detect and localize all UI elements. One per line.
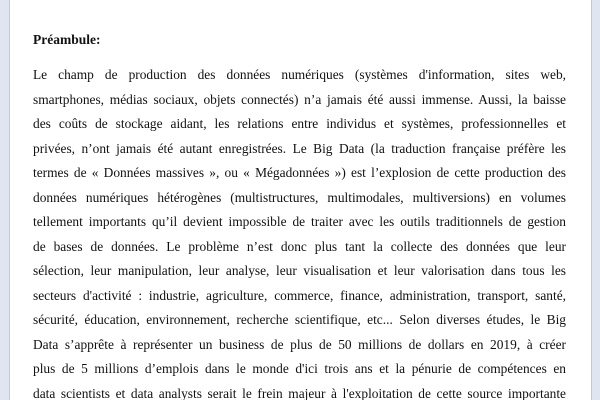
document-page — [9, 0, 592, 400]
paragraph-line: Le champ de production des données numériques (systèmes d'information, sites web, — [33, 67, 566, 82]
paragraph-line: data scientists et data analysts serait le frein majeur à l'exploitation de cette source importante — [33, 385, 566, 400]
paragraph-line: sélection, leur manipulation, leur analyse, leur visualisation et leur valorisation dans tous les — [33, 263, 566, 278]
paragraph-line: Data s’apprête à représenter un business de plus de 50 millions de dollars en 2019, à créer — [33, 336, 566, 352]
paragraph-line: secteurs d'activité : industrie, agriculture, commerce, finance, administration, transport, santé, — [33, 287, 566, 303]
paragraph-line: termes de « Données massives », ou « Mégadonnées ») est l’explosion de cette production des — [33, 165, 566, 180]
paragraph-line: données numériques hétérogènes (multistructures, multimodales, multiversions) en volumes — [33, 189, 566, 205]
paragraph-line: de bases de données. Le problème n’est donc plus tant la collecte des données que leur — [33, 238, 566, 254]
paragraph-line: smartphones, médias sociaux, objets connectés) n’a jamais été aussi immense. Aussi, la baisse — [33, 91, 566, 107]
paragraph-line: privées, n’ont jamais été autant enregistrées. Le Big Data (la traduction française préfère les — [33, 140, 566, 156]
paragraph-line: tellement importants qu’il devient impossible de traiter avec les outils traditionnels de gestion — [33, 214, 566, 229]
body-paragraph — [33, 63, 566, 400]
section-heading: Préambule: — [33, 32, 101, 47]
paragraph-line: plus de 5 millions d’emplois dans le monde d'ici trois ans et la pénurie de compétences en — [33, 361, 566, 376]
paragraph-line: des coûts de stockage aidant, les relations entre individus et systèmes, professionnelles et — [33, 116, 566, 131]
paragraph-line: sécurité, éducation, environnement, recherche scientifique, etc... Selon diverses études, le Big — [33, 312, 566, 327]
